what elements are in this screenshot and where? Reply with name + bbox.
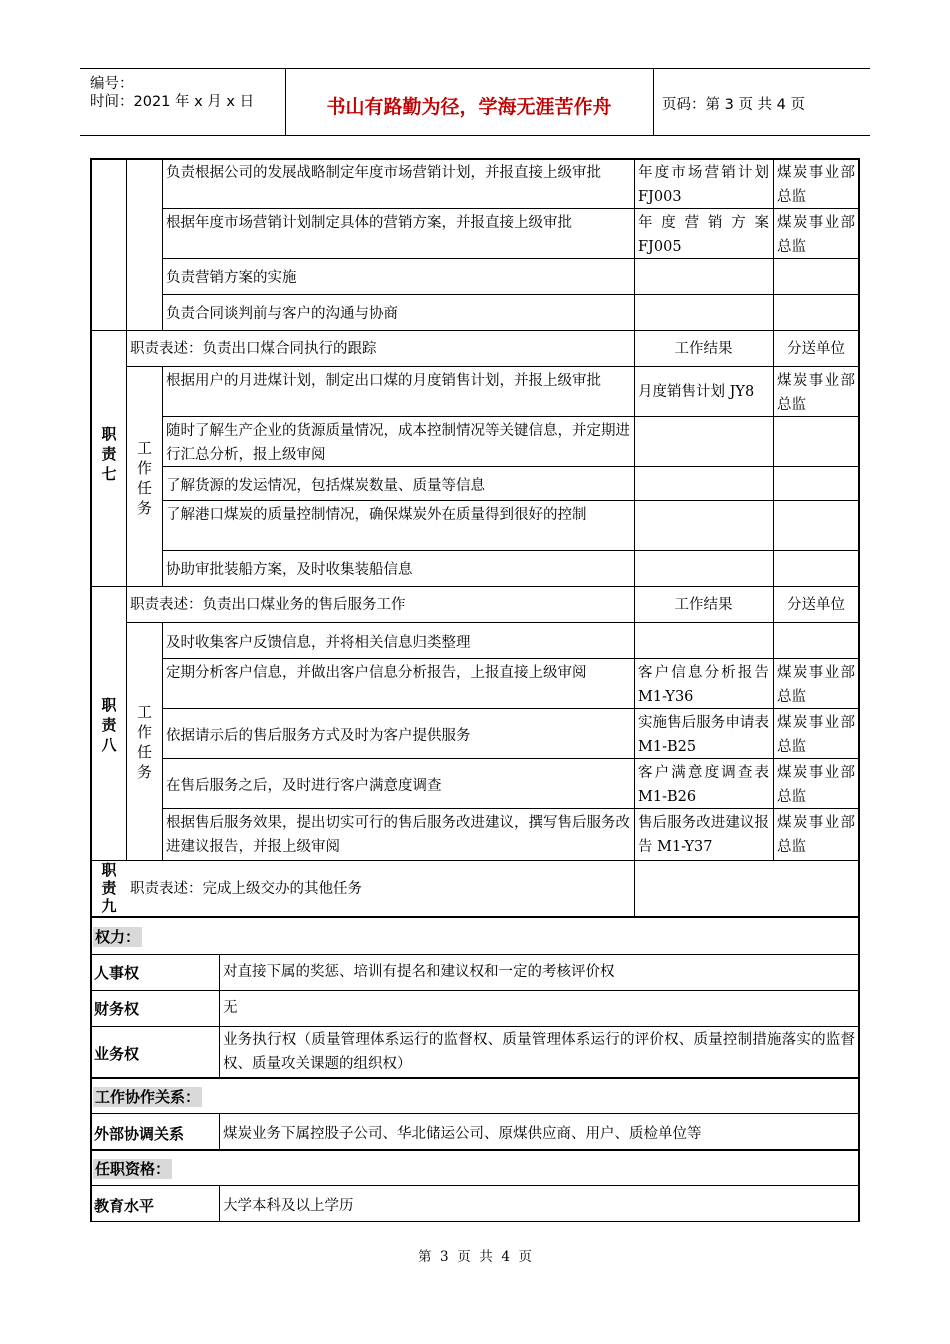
task-dept: 煤炭事业部总监 bbox=[777, 215, 855, 255]
row-divider bbox=[126, 622, 859, 623]
row-divider bbox=[90, 1149, 859, 1151]
row-divider bbox=[90, 954, 859, 955]
task-text: 定期分析客户信息，并做出客户信息分析报告，上报直接上级审阅 bbox=[166, 665, 587, 681]
qualification-label: 教育水平 bbox=[94, 1197, 155, 1215]
cooperation-label: 外部协调关系 bbox=[94, 1125, 185, 1143]
task-result: 年度营销方案 FJ005 bbox=[638, 215, 769, 255]
task-dept: 煤炭事业部总监 bbox=[777, 815, 855, 855]
task-result: 年度市场营销计划 FJ003 bbox=[638, 165, 769, 205]
row-divider bbox=[90, 1113, 859, 1114]
section-title-cooperation: 工作协作关系： bbox=[95, 1088, 201, 1106]
task-dept: 煤炭事业部总监 bbox=[777, 665, 855, 705]
task-column-label: 工作任务 bbox=[136, 703, 152, 781]
task-text: 负责根据公司的发展战略制定年度市场营销计划，并报直接上级审批 bbox=[166, 165, 601, 181]
row-divider bbox=[90, 916, 859, 918]
power-label: 人事权 bbox=[94, 964, 140, 982]
document-number: 编号： bbox=[90, 76, 134, 92]
result-header: 工作结果 bbox=[674, 341, 733, 357]
row-divider bbox=[90, 586, 859, 587]
header-motto: 书山有路勤为径，学海无涯苦作舟 bbox=[326, 96, 612, 118]
row-divider bbox=[90, 1077, 859, 1079]
document-date: 时间：2021 年 x 月 x 日 bbox=[90, 94, 255, 110]
header-bottom-rule bbox=[80, 135, 870, 136]
power-value: 业务执行权（质量管理体系运行的监督权、质量管理体系运行的评价权、质量控制措施落实的监督权、质量攻关课题的组织权） bbox=[223, 1032, 855, 1072]
table-border bbox=[90, 158, 859, 160]
task-text: 了解货源的发运情况，包括煤炭数量、质量等信息 bbox=[166, 478, 485, 494]
row-divider bbox=[90, 1221, 859, 1222]
task-text: 根据年度市场营销计划制定具体的营销方案，并报直接上级审批 bbox=[166, 215, 572, 231]
power-value: 无 bbox=[223, 1000, 238, 1016]
task-column-label: 工作任务 bbox=[136, 439, 152, 517]
task-result: 客户满意度调查表 M1-B26 bbox=[638, 765, 769, 805]
task-text: 依据请示后的售后服务方式及时为客户提供服务 bbox=[166, 728, 471, 744]
row-divider bbox=[162, 294, 859, 295]
task-result: 客户信息分析报告 M1-Y36 bbox=[638, 665, 769, 705]
dept-header: 分送单位 bbox=[787, 597, 845, 613]
task-text: 随时了解生产企业的货源质量情况，成本控制情况等关键信息，并定期进行汇总分析，报上级审阅 bbox=[166, 423, 630, 463]
table-border bbox=[90, 158, 92, 918]
cooperation-value: 煤炭业务下属控股子公司、华北储运公司、原煤供应商、用户、质检单位等 bbox=[223, 1126, 702, 1142]
row-divider bbox=[90, 990, 859, 991]
task-text: 及时收集客户反馈信息，并将相关信息归类整理 bbox=[166, 635, 471, 651]
task-dept: 煤炭事业部总监 bbox=[777, 373, 855, 413]
task-dept: 煤炭事业部总监 bbox=[777, 165, 855, 205]
page-number-label: 页码：第 3 页 共 4 页 bbox=[662, 97, 805, 113]
power-label: 财务权 bbox=[94, 1000, 140, 1018]
task-text: 了解港口煤炭的质量控制情况，确保煤炭外在质量得到很好的控制 bbox=[166, 507, 587, 523]
row-divider bbox=[162, 500, 859, 501]
task-text: 协助审批装船方案，及时收集装船信息 bbox=[166, 562, 413, 578]
dept-header: 分送单位 bbox=[787, 341, 845, 357]
task-text: 在售后服务之后，及时进行客户满意度调查 bbox=[166, 778, 442, 794]
header-top-rule bbox=[80, 68, 870, 69]
task-text: 根据用户的月进煤计划，制定出口煤的月度销售计划，并报上级审批 bbox=[166, 373, 601, 389]
duty-description: 职责表述：完成上级交办的其他任务 bbox=[130, 881, 362, 897]
duty-description: 职责表述：负责出口煤合同执行的跟踪 bbox=[130, 341, 377, 357]
power-label: 业务权 bbox=[94, 1045, 140, 1063]
row-divider bbox=[90, 330, 859, 331]
section-title-powers: 权力： bbox=[95, 928, 141, 946]
duty-label: 职责九 bbox=[101, 861, 117, 915]
row-divider bbox=[162, 550, 859, 551]
header-divider bbox=[653, 68, 654, 136]
power-value: 对直接下属的奖惩、培训有提名和建议权和一定的考核评价权 bbox=[223, 964, 615, 980]
page-footer: 第 3 页 共 4 页 bbox=[417, 1249, 533, 1265]
row-divider bbox=[90, 1185, 859, 1186]
task-text: 负责合同谈判前与客户的沟通与协商 bbox=[166, 306, 398, 322]
row-divider bbox=[126, 366, 859, 367]
task-dept: 煤炭事业部总监 bbox=[777, 765, 855, 805]
section-title-qualification: 任职资格： bbox=[95, 1160, 171, 1178]
task-result: 月度销售计划 JY8 bbox=[638, 384, 755, 400]
task-dept: 煤炭事业部总监 bbox=[777, 715, 855, 755]
task-text: 根据售后服务效果，提出切实可行的售后服务改进建议，撰写售后服务改进建议报告，并报上级审阅 bbox=[166, 815, 630, 855]
qualification-value: 大学本科及以上学历 bbox=[223, 1198, 354, 1214]
result-header: 工作结果 bbox=[674, 597, 733, 613]
row-divider bbox=[90, 860, 859, 861]
table-border bbox=[90, 918, 92, 1222]
duty-label: 职责七 bbox=[101, 425, 117, 483]
task-result: 售后服务改进建议报告 M1-Y37 bbox=[638, 815, 769, 855]
task-text: 负责营销方案的实施 bbox=[166, 270, 297, 286]
duty-description: 职责表述：负责出口煤业务的售后服务工作 bbox=[130, 597, 406, 613]
row-divider bbox=[162, 658, 859, 659]
task-result: 实施售后服务申请表 M1-B25 bbox=[638, 715, 769, 755]
row-divider bbox=[162, 416, 859, 417]
duty-label: 职责八 bbox=[101, 696, 117, 754]
row-divider bbox=[90, 1026, 859, 1027]
